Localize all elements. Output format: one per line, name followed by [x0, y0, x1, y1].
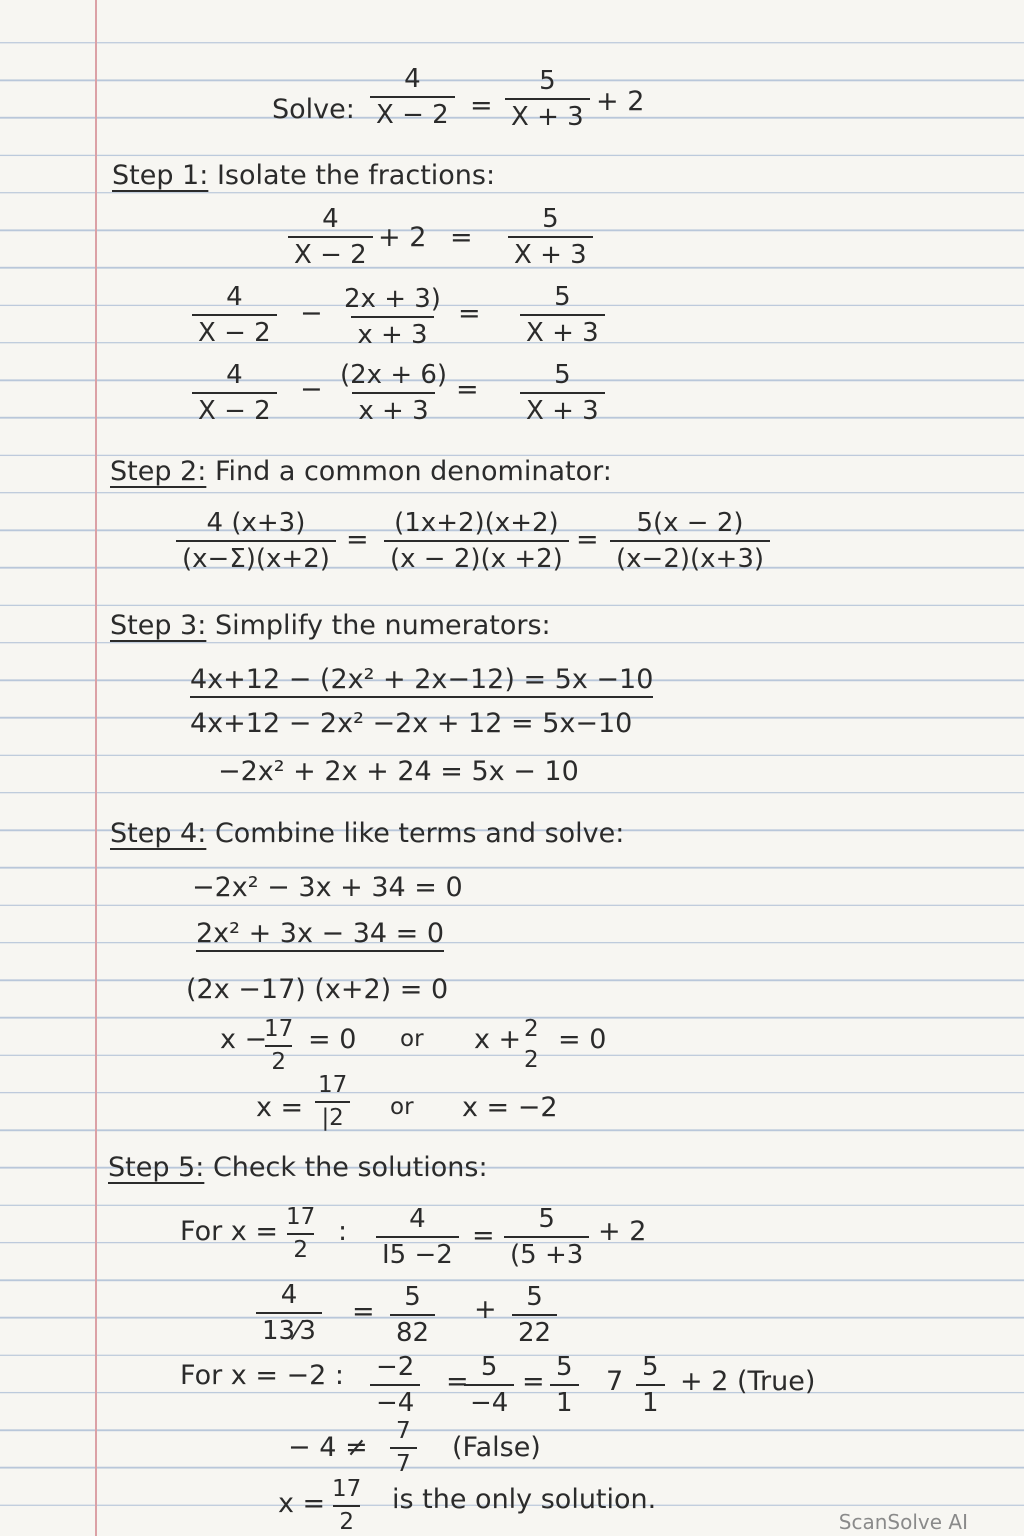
fraction-numerator: 5 [556, 1352, 573, 1382]
s2-fraction-1 [176, 510, 336, 572]
fraction-denominator: (5 +3 [504, 1236, 589, 1268]
c3-fraction-c [550, 1354, 579, 1416]
c3-fraction-a [370, 1354, 420, 1416]
fraction-numerator: 17 [286, 1204, 316, 1230]
plus-sign: + [474, 1294, 497, 1325]
fraction-numerator: 4 [226, 360, 243, 390]
step-label: Step 1: [112, 160, 209, 191]
fraction-numerator: 4 [226, 282, 243, 312]
fraction-denominator: 7 [390, 1447, 417, 1476]
s4-line-4a-fraction [258, 1018, 299, 1074]
fraction-numerator: 17 [318, 1072, 348, 1098]
fraction-denominator: 82 [390, 1314, 435, 1346]
fraction-denominator: 2 [333, 1505, 360, 1534]
step-label: Step 4: [110, 818, 207, 849]
s4-line-4b-fraction [518, 1018, 545, 1072]
s4-line-4a-post: = 0 [308, 1024, 357, 1055]
or-text: or [400, 1026, 424, 1052]
problem-label: Solve: [272, 94, 355, 125]
c4-pre: − 4 ≠ [288, 1432, 368, 1463]
s4-line-3: (2x −17) (x+2) = 0 [186, 974, 449, 1005]
s3-line-3: −2x² + 2x + 24 = 5x − 10 [218, 756, 579, 787]
step-label: Step 5: [108, 1152, 205, 1183]
c3-fraction-d [636, 1354, 665, 1416]
c3-fraction-b [464, 1354, 514, 1416]
fraction-denominator: X − 2 [288, 236, 373, 268]
c2-fraction-b [390, 1284, 435, 1346]
check-1-label: For x = [180, 1216, 278, 1247]
fraction-numerator: 17 [332, 1476, 362, 1502]
equals-sign: = [346, 524, 369, 555]
equals-sign: = [576, 524, 599, 555]
fraction-denominator: 1 [636, 1384, 665, 1416]
final-pre: x = [278, 1488, 326, 1519]
fraction-denominator: 22 [512, 1314, 557, 1346]
s1r2-fraction-m [338, 286, 447, 348]
fraction-denominator: X + 3 [520, 314, 605, 346]
margin-line [95, 0, 97, 1536]
fraction-denominator: −4 [464, 1384, 514, 1416]
fraction-denominator: X − 2 [192, 392, 277, 424]
problem-rhs-fraction [505, 68, 590, 130]
s1r1-fraction-b [508, 206, 593, 268]
equals-sign: = [352, 1296, 375, 1327]
fraction-numerator: 5 [480, 1352, 498, 1382]
s4-line-5b: x = −2 [462, 1092, 558, 1123]
fraction-denominator: 2 [265, 1045, 292, 1074]
fraction-numerator: 7 [396, 1418, 411, 1444]
fraction-numerator: 5 [526, 1282, 543, 1312]
final-fraction [326, 1478, 367, 1534]
fraction-denominator: X + 3 [508, 236, 593, 268]
s4-line-5a-pre: x = [256, 1092, 304, 1123]
fraction-denominator: X − 2 [192, 314, 277, 346]
fraction-denominator: x + 3 [352, 392, 434, 424]
s1r2-fraction-a [192, 284, 277, 346]
c3-op: 7 [606, 1366, 624, 1397]
fraction-denominator: (x−2)(x+3) [610, 540, 770, 572]
equals-sign: = [456, 374, 479, 405]
step-2-heading [110, 458, 612, 485]
fraction-denominator: X − 2 [370, 96, 455, 128]
colon: : [338, 1216, 348, 1247]
s3-line-1: 4x+12 − (2x² + 2x−12) = 5x −10 [190, 666, 653, 698]
step-3-heading [110, 612, 551, 639]
fraction-numerator: 5 [538, 1204, 555, 1234]
s1r3-fraction-a [192, 362, 277, 424]
equals-sign: = [458, 298, 481, 329]
fraction-denominator: X + 3 [520, 392, 605, 424]
fraction-denominator: (x−Σ)(x+2) [176, 540, 336, 572]
s4-line-4b-post: = 0 [558, 1024, 607, 1055]
fraction-numerator: 5 [554, 360, 571, 390]
s4-line-4a-pre: x − [220, 1024, 268, 1055]
s1r1-fraction-a [288, 206, 373, 268]
step-title: Simplify the numerators: [214, 610, 551, 641]
c3-tail: + 2 (True) [680, 1366, 816, 1397]
fraction-denominator: (x − 2)(x +2) [384, 540, 569, 572]
step-title: Check the solutions: [212, 1152, 488, 1183]
step-label: Step 2: [110, 456, 207, 487]
fraction-numerator: 2x + 3) [344, 284, 441, 314]
final-tail: is the only solution. [392, 1484, 657, 1515]
fraction-denominator: 1 [550, 1384, 579, 1416]
equals-sign: = [446, 1366, 469, 1397]
fraction-numerator: 4 [409, 1204, 426, 1234]
check-1-value-fraction [280, 1206, 321, 1262]
equals-sign: = [450, 222, 473, 253]
fraction-numerator: 5 [642, 1352, 659, 1382]
s1r3-fraction-m [334, 362, 453, 424]
s3-line-2: 4x+12 − 2x² −2x + 12 = 5x−10 [190, 708, 633, 739]
fraction-denominator: x + 3 [351, 316, 433, 348]
fraction-denominator: −4 [370, 1384, 420, 1416]
brand-watermark: ScanSolve AI [838, 1510, 968, 1534]
fraction-numerator: 2 [524, 1016, 539, 1042]
s1r3-op: − [300, 374, 323, 405]
fraction-numerator: (2x + 6) [340, 360, 448, 390]
fraction-numerator: 4 [280, 1280, 298, 1310]
fraction-numerator: 17 [264, 1016, 294, 1042]
fraction-numerator: 4 [322, 204, 339, 234]
fraction-numerator: 4 (x+3) [206, 508, 306, 538]
equals-sign: = [470, 90, 493, 121]
s4-line-4b-pre: x + [474, 1024, 522, 1055]
problem-lhs-fraction [370, 66, 455, 128]
check-2-label: For x = −2 : [180, 1360, 345, 1391]
or-text: or [390, 1094, 414, 1120]
fraction-numerator: 5 [404, 1282, 421, 1312]
step-title: Combine like terms and solve: [214, 818, 625, 849]
s1r2-fraction-b [520, 284, 605, 346]
step-5-heading [108, 1154, 488, 1181]
s4-line-5a-fraction [312, 1074, 353, 1130]
fraction-denominator: 2 [524, 1047, 539, 1073]
s1r3-fraction-b [520, 362, 605, 424]
c1-fraction-b [504, 1206, 589, 1268]
c1-tail: + 2 [598, 1216, 647, 1247]
step-title: Find a common denominator: [214, 456, 612, 487]
equals-sign: = [522, 1366, 545, 1397]
fraction-denominator: 2 [287, 1233, 314, 1262]
c1-fraction-a [376, 1206, 459, 1268]
fraction-denominator: 13⁄3 [256, 1312, 322, 1344]
s1r1-op: + 2 [378, 222, 427, 253]
fraction-numerator: 5(x − 2) [636, 508, 744, 538]
c4-fraction [390, 1420, 417, 1476]
step-label: Step 3: [110, 610, 207, 641]
fraction-numerator: −2 [376, 1352, 415, 1382]
fraction-denominator: X + 3 [505, 98, 590, 130]
equals-sign: = [472, 1220, 495, 1251]
fraction-denominator: I5 −2 [376, 1236, 459, 1268]
c2-fraction-c [512, 1284, 557, 1346]
fraction-numerator: 5 [542, 204, 559, 234]
s2-fraction-2 [384, 510, 569, 572]
s2-fraction-3 [610, 510, 770, 572]
fraction-numerator: 4 [404, 64, 421, 94]
s4-line-2: 2x² + 3x − 34 = 0 [196, 920, 444, 952]
fraction-numerator: 5 [539, 66, 556, 96]
step-1-heading [112, 162, 495, 189]
step-title: Isolate the fractions: [216, 160, 496, 191]
step-4-heading [110, 820, 624, 847]
problem-tail: + 2 [596, 86, 645, 117]
c2-fraction-a [256, 1282, 322, 1344]
fraction-numerator: 5 [554, 282, 571, 312]
s1r2-op: − [300, 298, 323, 329]
c4-tail: (False) [452, 1432, 541, 1463]
s4-line-1: −2x² − 3x + 34 = 0 [192, 872, 463, 903]
fraction-denominator: |2 [315, 1101, 349, 1130]
fraction-numerator: (1x+2)(x+2) [394, 508, 559, 538]
